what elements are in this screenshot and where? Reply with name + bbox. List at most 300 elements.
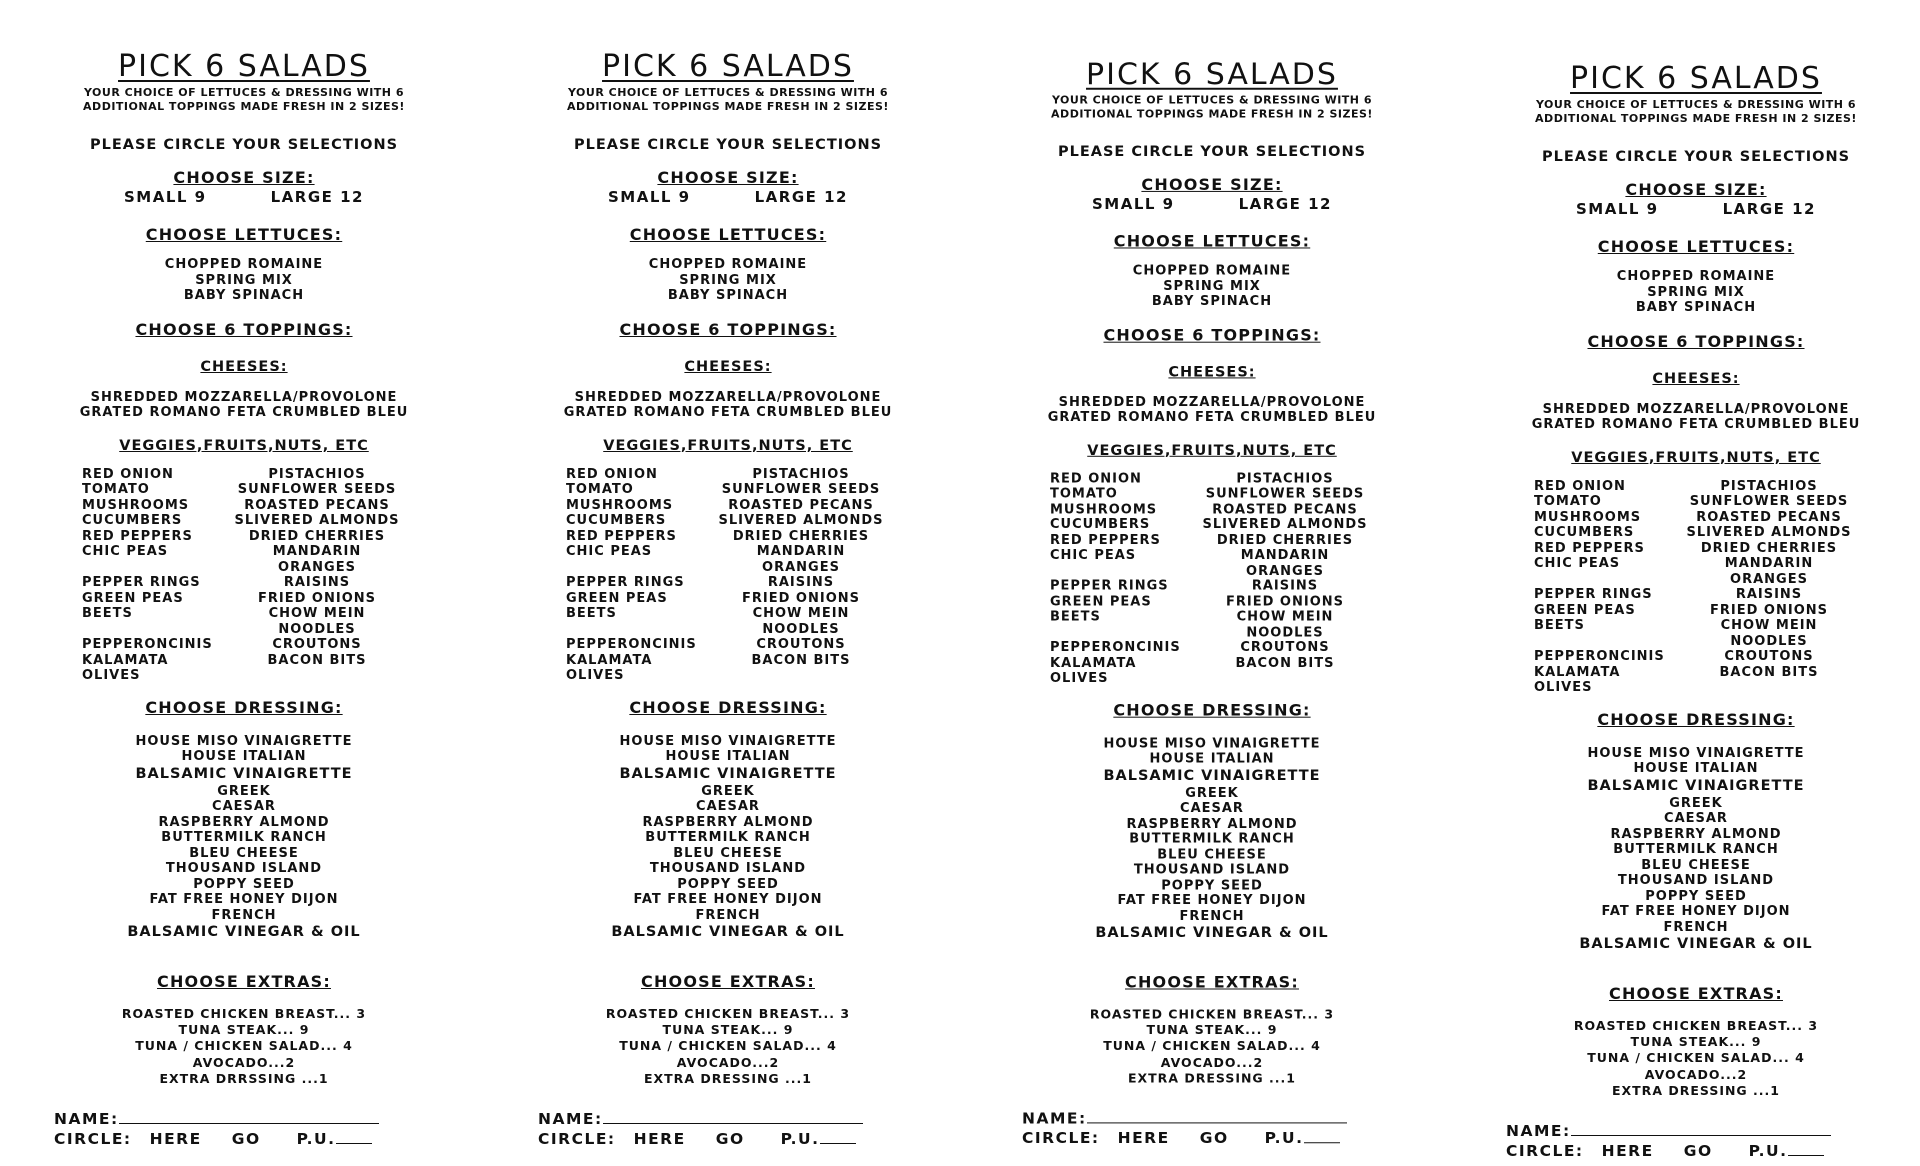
topping-option[interactable]: SUNFLOWER SEEDS (721, 482, 881, 497)
dressing-option[interactable]: RASPBERRY ALMOND (158, 814, 330, 830)
topping-option[interactable]: SLIVERED ALMONDS (1686, 525, 1852, 540)
spacer (528, 1087, 928, 1109)
dressing-option[interactable]: RASPBERRY ALMOND (1610, 826, 1782, 842)
form-title: PICK 6 SALADS (118, 49, 370, 84)
spacer (1496, 730, 1896, 746)
size-large-option[interactable]: LARGE 12 (270, 188, 364, 206)
dressing-option[interactable]: POPPY SEED (1161, 877, 1263, 893)
topping-option[interactable]: RED PEPPERS (1050, 532, 1161, 548)
topping-option[interactable]: RAISINS (283, 575, 351, 590)
topping-option[interactable]: FRIED ONIONS (1710, 602, 1828, 618)
extra-option[interactable]: EXTRA DRRSSING ...1 (159, 1070, 329, 1086)
spacer (528, 304, 928, 320)
pickup-option[interactable]: P.U. (780, 1130, 820, 1149)
topping-option[interactable]: KALAMATA OLIVES (1050, 655, 1137, 686)
topping-option[interactable]: RAISINS (1251, 578, 1319, 594)
subtitle-line: ADDITIONAL TOPPINGS MADE FRESH IN 2 SIZES! (1535, 112, 1857, 125)
topping-option[interactable]: PEPPERONCINIS (82, 637, 213, 652)
topping-option[interactable]: PEPPER RINGS (1534, 587, 1653, 602)
lettuce-option[interactable]: CHOPPED ROMAINE (164, 257, 324, 272)
veggies-grid (566, 467, 928, 684)
dressing-option[interactable]: THOUSAND ISLAND (649, 861, 807, 876)
topping-option[interactable]: MANDARIN ORANGES (1240, 548, 1330, 579)
topping-option[interactable]: RED PEPPERS (1534, 540, 1645, 556)
dressing-heading: CHOOSE DRESSING: (1597, 709, 1795, 729)
dressing-heading: CHOOSE DRESSING: (629, 697, 827, 717)
topping-option[interactable]: SUNFLOWER SEEDS (237, 482, 397, 497)
here-option[interactable]: HERE (149, 1130, 202, 1149)
lettuce-heading: CHOOSE LETTUCES: (145, 225, 343, 244)
dressing-option[interactable]: GREEK (1669, 795, 1723, 811)
order-form-panel (44, 50, 444, 1149)
circle-row (1506, 1141, 1896, 1161)
topping-option[interactable]: PEPPERONCINIS (566, 637, 697, 652)
topping-option[interactable]: CHIC PEAS (82, 544, 169, 559)
lettuce-option[interactable]: BABY SPINACH (667, 288, 789, 303)
lettuce-list (1012, 263, 1412, 309)
topping-option[interactable]: CUCUMBERS (566, 513, 667, 528)
form-subtitle (44, 86, 444, 114)
extra-option[interactable]: TUNA STEAK... 9 (1146, 1022, 1278, 1038)
topping-option[interactable]: CHIC PEAS (1534, 556, 1621, 571)
spacer (44, 421, 444, 437)
veggies-heading: VEGGIES,FRUITS,NUTS, ETC (1571, 449, 1821, 466)
dressing-option[interactable]: BALSAMIC VINEGAR & OIL (127, 924, 361, 940)
dressing-option[interactable]: BUTTERMILK RANCH (645, 830, 811, 845)
spacer (528, 421, 928, 437)
subtitle-line: YOUR CHOICE OF LETTUCES & DRESSING WITH 6 (1535, 98, 1856, 111)
dressing-list (1496, 746, 1896, 955)
topping-option[interactable]: DRIED CHERRIES (1216, 532, 1354, 548)
cheese-option[interactable]: GRATED ROMANO FETA CRUMBLED BLEU (1047, 410, 1377, 426)
cheeses-heading: CHEESES: (684, 358, 772, 375)
topping-option[interactable]: MANDARIN ORANGES (272, 544, 362, 575)
dressing-option[interactable]: FAT FREE HONEY DIJON (1117, 893, 1307, 909)
order-form-panel (1496, 62, 1896, 1161)
spacer (1012, 992, 1412, 1006)
form-subtitle (1012, 94, 1412, 122)
extra-option[interactable]: TUNA / CHICKEN SALAD... 4 (1587, 1050, 1805, 1066)
spacer (44, 455, 444, 467)
spacer (1012, 459, 1412, 471)
cheese-option[interactable]: GRATED ROMANO FETA CRUMBLED BLEU (1531, 417, 1861, 432)
extra-option[interactable]: EXTRA DRESSING ...1 (643, 1070, 812, 1086)
topping-option[interactable]: PEPPER RINGS (82, 575, 201, 590)
topping-option[interactable]: MUSHROOMS (82, 497, 190, 513)
dressing-option[interactable]: CAESAR (696, 799, 760, 814)
topping-option[interactable]: GREEN PEAS (566, 590, 668, 606)
subtitle-line: YOUR CHOICE OF LETTUCES & DRESSING WITH 6 (567, 86, 888, 99)
form-title: PICK 6 SALADS (1086, 57, 1338, 92)
lettuce-option[interactable]: CHOPPED ROMAINE (1132, 263, 1292, 279)
topping-option[interactable]: DRIED CHERRIES (1700, 540, 1838, 556)
name-row (1022, 1109, 1412, 1129)
spacer (528, 684, 928, 698)
pickup-time-field[interactable] (1304, 1128, 1340, 1143)
lettuce-list (44, 257, 444, 304)
lettuce-heading: CHOOSE LETTUCES: (1597, 237, 1795, 256)
lettuce-option[interactable]: SPRING MIX (679, 272, 777, 288)
extra-option[interactable]: TUNA / CHICKEN SALAD... 4 (1103, 1038, 1321, 1054)
topping-option[interactable]: PISTACHIOS (752, 466, 850, 482)
topping-option[interactable]: RED PEPPERS (82, 528, 193, 544)
size-options (1496, 200, 1896, 219)
cheese-list (528, 390, 928, 421)
cheese-list (1012, 395, 1412, 426)
pickup-option[interactable]: P.U. (296, 1130, 336, 1149)
extra-option[interactable]: ROASTED CHICKEN BREAST... 3 (605, 1006, 851, 1021)
cheese-option[interactable]: GRATED ROMANO FETA CRUMBLED BLEU (563, 405, 893, 420)
topping-option[interactable]: PISTACHIOS (1236, 471, 1334, 487)
spacer (44, 245, 444, 257)
order-form-panel (528, 50, 928, 1149)
size-options (1012, 195, 1412, 214)
dressing-option[interactable]: HOUSE MISO VINAIGRETTE (135, 733, 353, 749)
circle-row (1022, 1128, 1412, 1148)
dressing-option[interactable]: BALSAMIC VINEGAR & OIL (611, 924, 845, 940)
lettuce-option[interactable]: SPRING MIX (1647, 284, 1745, 300)
go-option[interactable]: GO (1683, 1142, 1713, 1161)
topping-option[interactable]: BEETS (1534, 618, 1585, 633)
dressing-option[interactable]: GREEK (217, 783, 271, 799)
topping-option[interactable]: CHOW MEIN NOODLES (1720, 618, 1818, 649)
name-label: NAME: (54, 1110, 119, 1129)
topping-option[interactable]: GREEN PEAS (1534, 602, 1636, 618)
spacer (1012, 1087, 1412, 1109)
dressing-option[interactable]: POPPY SEED (193, 876, 295, 892)
topping-option[interactable]: MANDARIN ORANGES (1724, 556, 1814, 587)
customer-footer (1506, 1121, 1896, 1161)
here-option[interactable]: HERE (1601, 1142, 1654, 1161)
topping-option[interactable]: CUCUMBERS (82, 513, 183, 528)
dressing-option[interactable]: HOUSE ITALIAN (665, 749, 791, 764)
size-large-option[interactable]: LARGE 12 (1722, 200, 1816, 218)
size-small-option[interactable]: SMALL 9 (1092, 194, 1175, 213)
cheese-option[interactable]: SHREDDED MOZZARELLA/PROVOLONE (90, 389, 398, 405)
name-row (538, 1109, 928, 1129)
cheese-option[interactable]: SHREDDED MOZZARELLA/PROVOLONE (1542, 401, 1850, 417)
lettuce-list (528, 257, 928, 304)
spacer (44, 376, 444, 390)
lettuce-option[interactable]: SPRING MIX (1163, 278, 1261, 294)
dressing-option[interactable]: HOUSE MISO VINAIGRETTE (1103, 736, 1321, 751)
pickup-time-field[interactable] (820, 1129, 856, 1144)
spacer (1496, 388, 1896, 402)
topping-option[interactable]: FRIED ONIONS (1226, 594, 1344, 610)
dressing-option[interactable]: FAT FREE HONEY DIJON (149, 892, 339, 907)
dressing-list (528, 734, 928, 943)
toppings-heading: CHOOSE 6 TOPPINGS: (135, 319, 353, 339)
spacer (528, 718, 928, 734)
spacer (1496, 467, 1896, 479)
topping-option[interactable]: RED PEPPERS (566, 528, 677, 544)
topping-option[interactable]: FRIED ONIONS (742, 590, 860, 606)
spacer (528, 376, 928, 390)
dressing-option[interactable]: CAESAR (1180, 801, 1244, 816)
dressing-option[interactable]: HOUSE ITALIAN (1149, 751, 1275, 767)
cheese-list (1496, 402, 1896, 433)
subtitle-line: ADDITIONAL TOPPINGS MADE FRESH IN 2 SIZES! (1051, 107, 1373, 121)
topping-option[interactable]: GREEN PEAS (1050, 594, 1152, 610)
form-subtitle (528, 86, 928, 114)
veggies-grid (82, 467, 444, 684)
extra-option[interactable]: ROASTED CHICKEN BREAST... 3 (121, 1006, 367, 1021)
dressing-option[interactable]: FRENCH (1663, 919, 1729, 935)
dressing-option[interactable]: THOUSAND ISLAND (165, 861, 323, 876)
name-field[interactable] (1571, 1121, 1831, 1136)
topping-option[interactable]: PEPPERONCINIS (1050, 640, 1181, 656)
spacer (528, 455, 928, 467)
dressing-option[interactable]: FAT FREE HONEY DIJON (1601, 904, 1791, 919)
size-small-option[interactable]: SMALL 9 (1576, 200, 1659, 218)
topping-option[interactable]: CHIC PEAS (1050, 548, 1137, 563)
spacer (44, 684, 444, 698)
dressing-option[interactable]: BALSAMIC VINAIGRETTE (1103, 767, 1321, 784)
topping-option[interactable]: BEETS (82, 606, 133, 621)
spacer (1012, 251, 1412, 263)
pickup-option[interactable]: P.U. (1264, 1129, 1304, 1148)
topping-option[interactable]: BACON BITS (1235, 655, 1335, 671)
size-large-option[interactable]: LARGE 12 (754, 188, 848, 206)
spacer (1496, 954, 1896, 984)
topping-option[interactable]: BACON BITS (751, 652, 851, 668)
spacer (1496, 1099, 1896, 1121)
pickup-option[interactable]: P.U. (1748, 1142, 1788, 1161)
size-heading: CHOOSE SIZE: (173, 168, 315, 187)
extra-option[interactable]: TUNA / CHICKEN SALAD... 4 (135, 1038, 353, 1054)
circle-label: CIRCLE: (1506, 1142, 1584, 1161)
size-heading: CHOOSE SIZE: (1141, 175, 1283, 194)
extra-option[interactable]: ROASTED CHICKEN BREAST... 3 (1089, 1006, 1335, 1022)
dressing-option[interactable]: BUTTERMILK RANCH (161, 830, 327, 845)
spacer (1012, 686, 1412, 700)
topping-option[interactable]: MANDARIN ORANGES (756, 544, 846, 575)
dressing-option[interactable]: BLEU CHEESE (189, 845, 299, 861)
topping-option[interactable]: CROUTONS (1724, 649, 1814, 664)
extras-list (1496, 1018, 1896, 1099)
topping-option[interactable]: CUCUMBERS (1050, 517, 1151, 533)
topping-option[interactable]: KALAMATA OLIVES (1534, 664, 1621, 695)
topping-option[interactable]: DRIED CHERRIES (732, 528, 870, 544)
topping-option[interactable]: RED ONION (566, 466, 658, 482)
cheese-option[interactable]: SHREDDED MOZZARELLA/PROVOLONE (1058, 394, 1366, 410)
name-field[interactable] (1087, 1109, 1347, 1124)
dressing-option[interactable]: BUTTERMILK RANCH (1129, 831, 1295, 847)
topping-option[interactable]: CROUTONS (272, 637, 362, 652)
extra-option[interactable]: TUNA / CHICKEN SALAD... 4 (619, 1038, 837, 1054)
dressing-option[interactable]: RASPBERRY ALMOND (642, 814, 814, 830)
topping-option[interactable]: BEETS (1050, 609, 1101, 625)
extra-option[interactable]: TUNA STEAK... 9 (178, 1022, 310, 1038)
circle-label: CIRCLE: (54, 1130, 132, 1149)
dressing-option[interactable]: BLEU CHEESE (1641, 857, 1751, 873)
dressing-option[interactable]: CAESAR (212, 799, 276, 814)
topping-option[interactable]: SLIVERED ALMONDS (234, 513, 400, 528)
topping-option[interactable]: RAISINS (767, 575, 835, 590)
instructions: PLEASE CIRCLE YOUR SELECTIONS (573, 137, 883, 153)
dressing-option[interactable]: FRENCH (211, 907, 277, 923)
toppings-heading: CHOOSE 6 TOPPINGS: (1587, 331, 1805, 351)
name-field[interactable] (119, 1109, 379, 1124)
dressing-option[interactable]: BALSAMIC VINAIGRETTE (619, 765, 837, 782)
dressing-option[interactable]: HOUSE MISO VINAIGRETTE (1587, 745, 1805, 761)
topping-option[interactable]: ROASTED PECANS (1696, 509, 1842, 525)
dressing-option[interactable]: FRENCH (695, 907, 761, 923)
dressing-option[interactable]: GREEK (701, 783, 755, 799)
extra-option[interactable]: AVOCADO...2 (1160, 1054, 1264, 1070)
topping-option[interactable]: KALAMATA OLIVES (566, 652, 653, 683)
topping-option[interactable]: CHOW MEIN NOODLES (268, 606, 366, 637)
topping-option[interactable]: KALAMATA OLIVES (82, 652, 169, 683)
topping-option[interactable]: RED ONION (1534, 478, 1626, 494)
pickup-time-field[interactable] (336, 1129, 372, 1144)
dressing-option[interactable]: RASPBERRY ALMOND (1126, 816, 1298, 832)
here-option[interactable]: HERE (1117, 1129, 1170, 1148)
topping-option[interactable]: TOMATO (566, 482, 634, 497)
topping-option[interactable]: DRIED CHERRIES (248, 528, 386, 544)
circle-row (538, 1129, 928, 1149)
dressing-option[interactable]: POPPY SEED (677, 876, 779, 892)
topping-option[interactable]: ROASTED PECANS (1212, 501, 1358, 517)
lettuce-option[interactable]: BABY SPINACH (1151, 294, 1273, 309)
topping-option[interactable]: PEPPER RINGS (566, 575, 685, 590)
lettuce-option[interactable]: CHOPPED ROMAINE (1616, 269, 1776, 284)
extra-option[interactable]: TUNA STEAK... 9 (662, 1022, 794, 1038)
name-label: NAME: (1506, 1122, 1571, 1141)
topping-option[interactable]: FRIED ONIONS (258, 590, 376, 606)
lettuce-option[interactable]: SPRING MIX (195, 272, 293, 288)
dressing-option[interactable]: BALSAMIC VINAIGRETTE (135, 765, 353, 782)
dressing-option[interactable]: HOUSE ITALIAN (181, 749, 307, 764)
topping-option[interactable]: PISTACHIOS (1720, 478, 1818, 494)
dressing-option[interactable]: FAT FREE HONEY DIJON (633, 892, 823, 907)
extras-heading: CHOOSE EXTRAS: (1609, 984, 1783, 1003)
topping-option[interactable]: PEPPER RINGS (1050, 578, 1169, 594)
lettuce-option[interactable]: CHOPPED ROMAINE (648, 257, 808, 272)
topping-option[interactable]: CHIC PEAS (566, 544, 653, 559)
cheese-option[interactable]: GRATED ROMANO FETA CRUMBLED BLEU (79, 405, 409, 420)
topping-option[interactable]: SUNFLOWER SEEDS (1689, 494, 1849, 509)
size-large-option[interactable]: LARGE 12 (1238, 194, 1332, 213)
topping-option[interactable]: PEPPERONCINIS (1534, 649, 1665, 664)
dressing-option[interactable]: CAESAR (1664, 811, 1728, 826)
spacer (1496, 257, 1896, 269)
extra-option[interactable]: AVOCADO...2 (192, 1054, 296, 1070)
veggies-grid (1050, 471, 1412, 686)
size-small-option[interactable]: SMALL 9 (124, 188, 207, 206)
topping-option[interactable]: PISTACHIOS (268, 466, 366, 482)
topping-option[interactable]: CUCUMBERS (1534, 525, 1635, 540)
dressing-option[interactable]: HOUSE MISO VINAIGRETTE (619, 733, 837, 749)
veggies-heading: VEGGIES,FRUITS,NUTS, ETC (1087, 442, 1337, 459)
veggies-heading: VEGGIES,FRUITS,NUTS, ETC (603, 437, 853, 454)
dressing-option[interactable]: BLEU CHEESE (673, 845, 783, 861)
topping-option[interactable]: GREEN PEAS (82, 590, 184, 606)
spacer (44, 718, 444, 734)
dressing-option[interactable]: THOUSAND ISLAND (1133, 862, 1291, 878)
dressing-list (1012, 736, 1412, 943)
topping-option[interactable]: MUSHROOMS (1050, 501, 1158, 517)
pickup-time-field[interactable] (1788, 1141, 1824, 1156)
spacer (44, 992, 444, 1006)
extra-option[interactable]: EXTRA DRESSING ...1 (1127, 1070, 1296, 1086)
here-option[interactable]: HERE (633, 1130, 686, 1149)
spacer (1496, 1004, 1896, 1018)
go-option[interactable]: GO (231, 1130, 261, 1149)
topping-option[interactable]: RAISINS (1735, 587, 1803, 602)
form-title: PICK 6 SALADS (602, 49, 854, 84)
extra-option[interactable]: ROASTED CHICKEN BREAST... 3 (1573, 1018, 1819, 1033)
dressing-option[interactable]: BALSAMIC VINEGAR & OIL (1095, 925, 1329, 941)
extra-option[interactable]: AVOCADO...2 (676, 1054, 780, 1070)
form-title: PICK 6 SALADS (1570, 61, 1822, 96)
go-option[interactable]: GO (715, 1130, 745, 1149)
topping-option[interactable]: RED ONION (82, 466, 174, 482)
extra-option[interactable]: AVOCADO...2 (1644, 1066, 1748, 1082)
dressing-option[interactable]: POPPY SEED (1645, 888, 1747, 904)
topping-option[interactable]: MUSHROOMS (566, 497, 674, 513)
customer-footer (54, 1109, 444, 1149)
dressing-option[interactable]: HOUSE ITALIAN (1633, 761, 1759, 776)
topping-option[interactable]: CHOW MEIN NOODLES (1236, 609, 1334, 640)
topping-option[interactable]: MUSHROOMS (1534, 509, 1642, 525)
dressing-list (44, 734, 444, 943)
topping-option[interactable]: CROUTONS (1240, 640, 1330, 656)
circle-label: CIRCLE: (538, 1130, 616, 1149)
topping-option[interactable]: SUNFLOWER SEEDS (1205, 486, 1365, 502)
spacer (1496, 219, 1896, 237)
form-subtitle (1496, 98, 1896, 126)
dressing-option[interactable]: GREEK (1185, 785, 1239, 801)
topping-option[interactable]: SLIVERED ALMONDS (718, 513, 884, 528)
extra-option[interactable]: TUNA STEAK... 9 (1630, 1034, 1762, 1050)
topping-option[interactable]: TOMATO (1050, 486, 1118, 502)
lettuce-option[interactable]: BABY SPINACH (183, 288, 305, 303)
topping-option[interactable]: BEETS (566, 606, 617, 621)
size-heading: CHOOSE SIZE: (1625, 180, 1767, 199)
toppings-heading: CHOOSE 6 TOPPINGS: (1103, 325, 1321, 345)
lettuce-option[interactable]: BABY SPINACH (1635, 300, 1757, 315)
topping-option[interactable]: SLIVERED ALMONDS (1202, 517, 1368, 533)
dressing-option[interactable]: BALSAMIC VINAIGRETTE (1587, 777, 1805, 794)
go-option[interactable]: GO (1199, 1129, 1229, 1148)
dressing-option[interactable]: BALSAMIC VINEGAR & OIL (1579, 936, 1813, 952)
dressing-option[interactable]: THOUSAND ISLAND (1617, 873, 1775, 888)
dressing-option[interactable]: BUTTERMILK RANCH (1613, 842, 1779, 857)
name-field[interactable] (603, 1109, 863, 1124)
topping-option[interactable]: BACON BITS (267, 652, 367, 668)
topping-option[interactable]: RED ONION (1050, 471, 1142, 487)
dressing-option[interactable]: BLEU CHEESE (1157, 847, 1267, 863)
topping-option[interactable]: CHOW MEIN NOODLES (752, 606, 850, 637)
topping-option[interactable]: TOMATO (82, 482, 150, 497)
cheese-option[interactable]: SHREDDED MOZZARELLA/PROVOLONE (574, 389, 882, 405)
size-heading: CHOOSE SIZE: (657, 168, 799, 187)
topping-option[interactable]: ROASTED PECANS (728, 497, 874, 513)
topping-option[interactable]: CROUTONS (756, 637, 846, 652)
topping-option[interactable]: ROASTED PECANS (244, 497, 390, 513)
dressing-option[interactable]: FRENCH (1179, 908, 1245, 924)
spacer (44, 942, 444, 972)
topping-option[interactable]: BACON BITS (1719, 664, 1819, 680)
topping-option[interactable]: TOMATO (1534, 494, 1602, 509)
instructions: PLEASE CIRCLE YOUR SELECTIONS (89, 137, 399, 153)
size-small-option[interactable]: SMALL 9 (608, 188, 691, 206)
spacer (1496, 166, 1896, 180)
extra-option[interactable]: EXTRA DRESSING ...1 (1611, 1082, 1780, 1098)
lettuce-heading: CHOOSE LETTUCES: (629, 225, 827, 244)
spacer (528, 992, 928, 1006)
